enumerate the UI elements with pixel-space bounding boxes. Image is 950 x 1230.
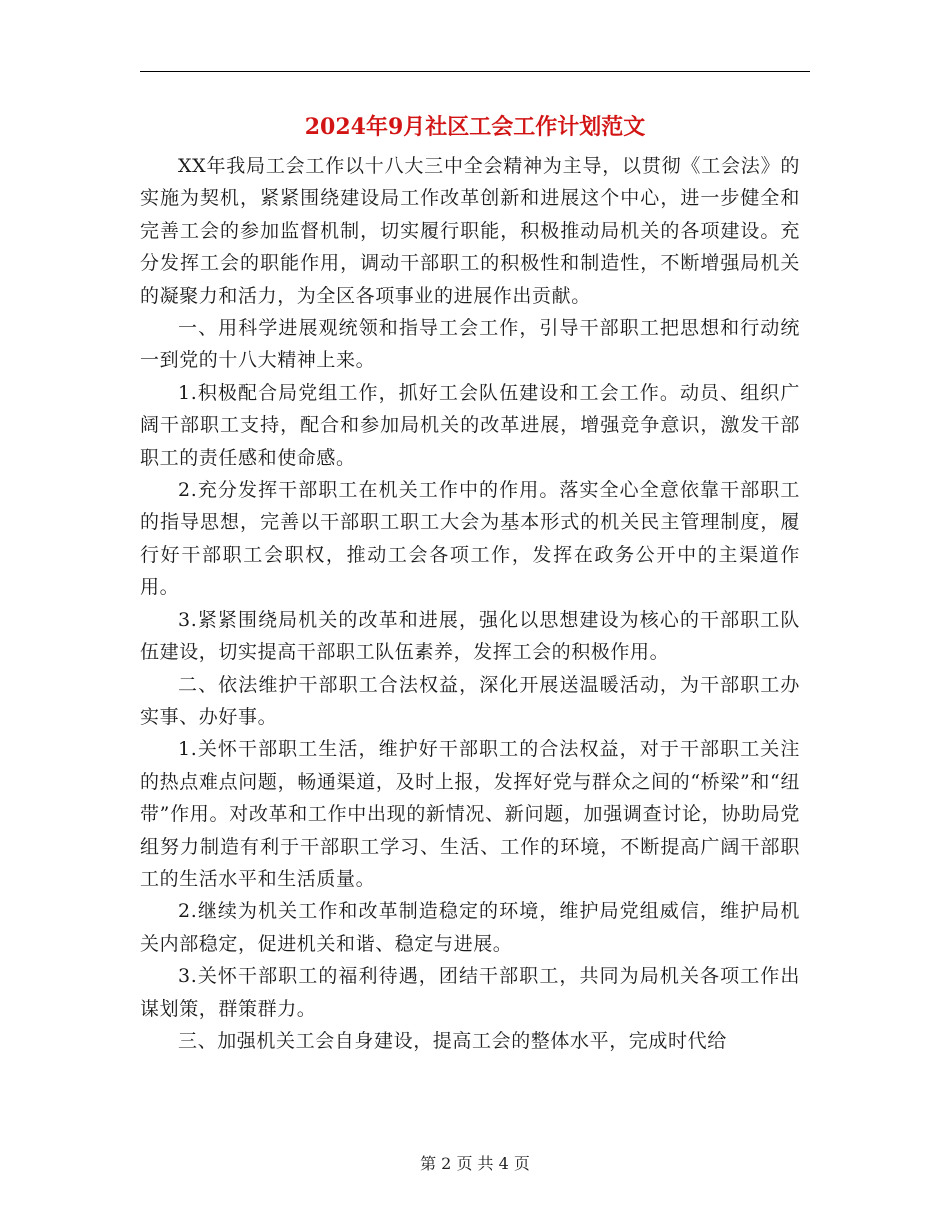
paragraph-intro: XX年我局工会工作以十八大三中全会精神为主导，以贯彻《工会法》的实施为契机，紧紧围绕建设局工作改革创新和进展这个中心，进一步健全和完善工会的参加监督机制，切实履行职能，积极推动局机关的各项建设。充分发挥工会的职能作用，调动干部职工的积极性和制造性，不断增强局机关的凝聚力和活力，为全区各项事业的进展作出贡献。 bbox=[140, 155, 800, 307]
document-body bbox=[140, 150, 800, 1057]
section-heading-1: 一、用科学进展观统领和指导工会工作，引导干部职工把思想和行动统一到党的十八大精神上来。 bbox=[140, 317, 800, 372]
header-rule bbox=[140, 71, 810, 72]
paragraph-1-2: 2.充分发挥干部职工在机关工作中的作用。落实全心全意依靠干部职工的指导思想，完善以干部职工职工大会为基本形式的机关民主管理制度，履行好干部职工会职权，推动工会各项工作，发挥在政务公开中的主渠道作用。 bbox=[140, 479, 800, 599]
paragraph-1-3: 3.紧紧围绕局机关的改革和进展，强化以思想建设为核心的干部职工队伍建设，切实提高干部职工队伍素养，发挥工会的积极作用。 bbox=[140, 608, 800, 664]
document-title: 2024年9月社区工会工作计划范文 bbox=[304, 114, 646, 140]
paragraph-2-3: 3.关怀干部职工的福利待遇，团结干部职工，共同为局机关各项工作出谋划策，群策群力。 bbox=[140, 965, 800, 1020]
paragraph-1-1: 1.积极配合局党组工作，抓好工会队伍建设和工会工作。动员、组织广阔干部职工支持，配合和参加局机关的改革进展，增强竞争意识，激发干部职工的责任感和使命感。 bbox=[140, 381, 800, 469]
paragraph-2-2: 2.继续为机关工作和改革制造稳定的环境，维护局党组威信，维护局机关内部稳定，促进机关和谐、稳定与进展。 bbox=[140, 900, 800, 955]
section-heading-3: 三、加强机关工会自身建设，提高工会的整体水平，完成时代给 bbox=[178, 1029, 727, 1052]
paragraph-2-1: 1.关怀干部职工生活，维护好干部职工的合法权益，对于干部职工关注的热点难点问题，畅通渠道，及时上报，发挥好党与群众之间的“桥梁”和“纽带”作用。对改革和工作中出现的新情况、新问题，加强调查讨论，协助局党组努力制造有利于干部职工学习、生活、工作的环境，不断提高广阔干部职工的生活水平和生活质量。 bbox=[140, 738, 800, 890]
section-heading-2: 二、依法维护干部职工合法权益，深化开展送温暖活动，为干部职工办实事、办好事。 bbox=[140, 673, 800, 728]
page-number-footer: 第 2 页 共 4 页 bbox=[420, 1154, 530, 1173]
